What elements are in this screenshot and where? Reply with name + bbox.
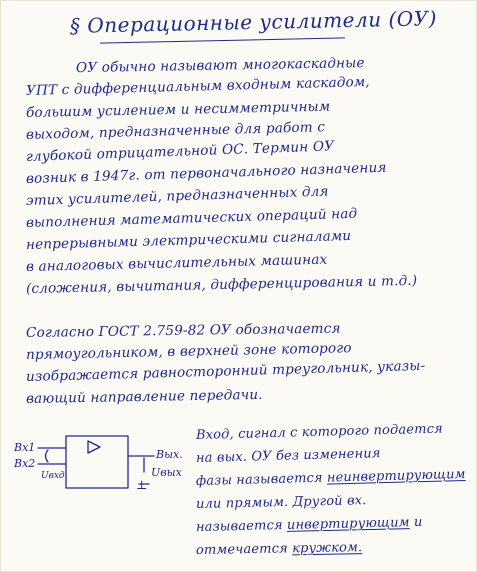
text-line: в аналоговых вычислительных машинах bbox=[25, 251, 328, 275]
text-line: изображается равносторонний треугольник, указы- bbox=[25, 357, 426, 385]
text-line: (сложения, вычитания, дифференцирования и т.д.) bbox=[25, 272, 418, 297]
text-line: непрерывными электрическими сигналами bbox=[25, 227, 352, 253]
text-fragment: фазы называется bbox=[195, 470, 328, 489]
text-fragment: и bbox=[409, 514, 423, 531]
term-circle: кружком. bbox=[292, 540, 363, 557]
page-title: § Операционные усилители (ОУ) bbox=[69, 6, 438, 38]
input1-label: Вх1 bbox=[14, 441, 36, 454]
text-line: Согласно ГОСТ 2.759-82 ОУ обозначается bbox=[25, 320, 341, 341]
paragraph-gost bbox=[26, 322, 458, 410]
transfer-direction-triangle bbox=[88, 441, 100, 453]
text-line: УПТ с дифференциальным входным каскадом, bbox=[25, 74, 370, 99]
input-voltage-arrow bbox=[46, 450, 49, 462]
text-line: или прямым. Другой вх. bbox=[195, 493, 367, 512]
paragraph-definition bbox=[25, 55, 458, 300]
text-line: этих усилителей, предназначенных для bbox=[25, 183, 329, 209]
text-fragment: отмечается bbox=[195, 541, 293, 558]
op-amp-symbol bbox=[8, 428, 198, 518]
output-voltage-label: Uвых bbox=[151, 466, 182, 479]
text-line: выполнения математических операций над bbox=[25, 205, 358, 231]
text-line: прямоугольником, в верхней зоне которого bbox=[25, 340, 352, 363]
text-line: Вход, сигнал с которого подается bbox=[195, 421, 444, 443]
output-label: Вых. bbox=[156, 448, 183, 461]
text-line: возник в 1947г. от первоначального назначения bbox=[25, 159, 387, 187]
text-line: выходом, предназначенные для работ с bbox=[25, 119, 326, 143]
ground-symbol: ⊥ bbox=[136, 478, 148, 492]
op-amp-rectangle bbox=[66, 436, 128, 488]
input2-label: Вх2 bbox=[14, 457, 36, 470]
text-fragment: называется bbox=[195, 517, 288, 535]
inputs-note bbox=[195, 421, 466, 562]
input-voltage-label: Uвхд bbox=[41, 471, 65, 481]
text-line bbox=[196, 534, 466, 562]
term-non-inverting: неинвертирующим bbox=[326, 466, 466, 486]
term-inverting: инвертирующим bbox=[286, 515, 410, 533]
text-line: вающий направление передачи. bbox=[25, 386, 263, 407]
text-line: на вых. ОУ без изменения bbox=[195, 446, 381, 466]
text-line: глубокой отрицательной ОС. Термин ОУ bbox=[25, 138, 335, 165]
text-line: ОУ обычно называют многокаскадные bbox=[75, 55, 365, 77]
text-line: большим усилением и несимметричным bbox=[25, 98, 331, 121]
title-underline bbox=[100, 37, 345, 43]
